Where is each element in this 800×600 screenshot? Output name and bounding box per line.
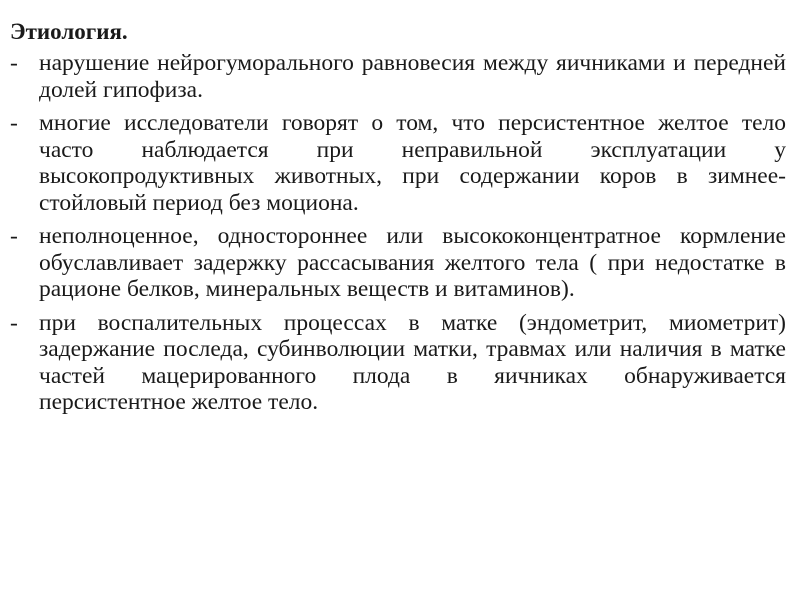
list-item [10,223,786,303]
slide-title: Этиология. [10,19,128,44]
etiology-list [10,50,786,416]
bullet-dash: - [10,309,18,336]
bullet-dash: - [10,223,18,249]
bullet-dash: - [10,50,18,76]
list-item-text: многие исследователи говорят о том, что персистентное желтое тело часто наблюдается при неправильной эксплуатации у высокопродуктивных животных, при содержании коров в зимнее-стойловый период без моциона. [39,110,786,216]
list-item [10,110,786,216]
list-item [10,310,786,416]
list-item-text: неполноценное, одностороннее или высококонцентратное кормление обуславливает задержку рассасывания желтого тела ( при недостатке в рационе белков, минеральных веществ и витаминов). [39,223,786,302]
list-item [10,50,786,103]
list-item-text: при воспалительных процессах в матке (эндометрит, миометрит) задержание последа, субинволюции матки, травмах или наличия в матке частей мацерированного плода в яичниках обнаруживается персистентное желтое тело. [39,309,786,415]
list-item-text: нарушение нейрогуморального равновесия между яичниками и передней долей гипофиза. [39,50,786,103]
bullet-dash: - [10,110,18,136]
